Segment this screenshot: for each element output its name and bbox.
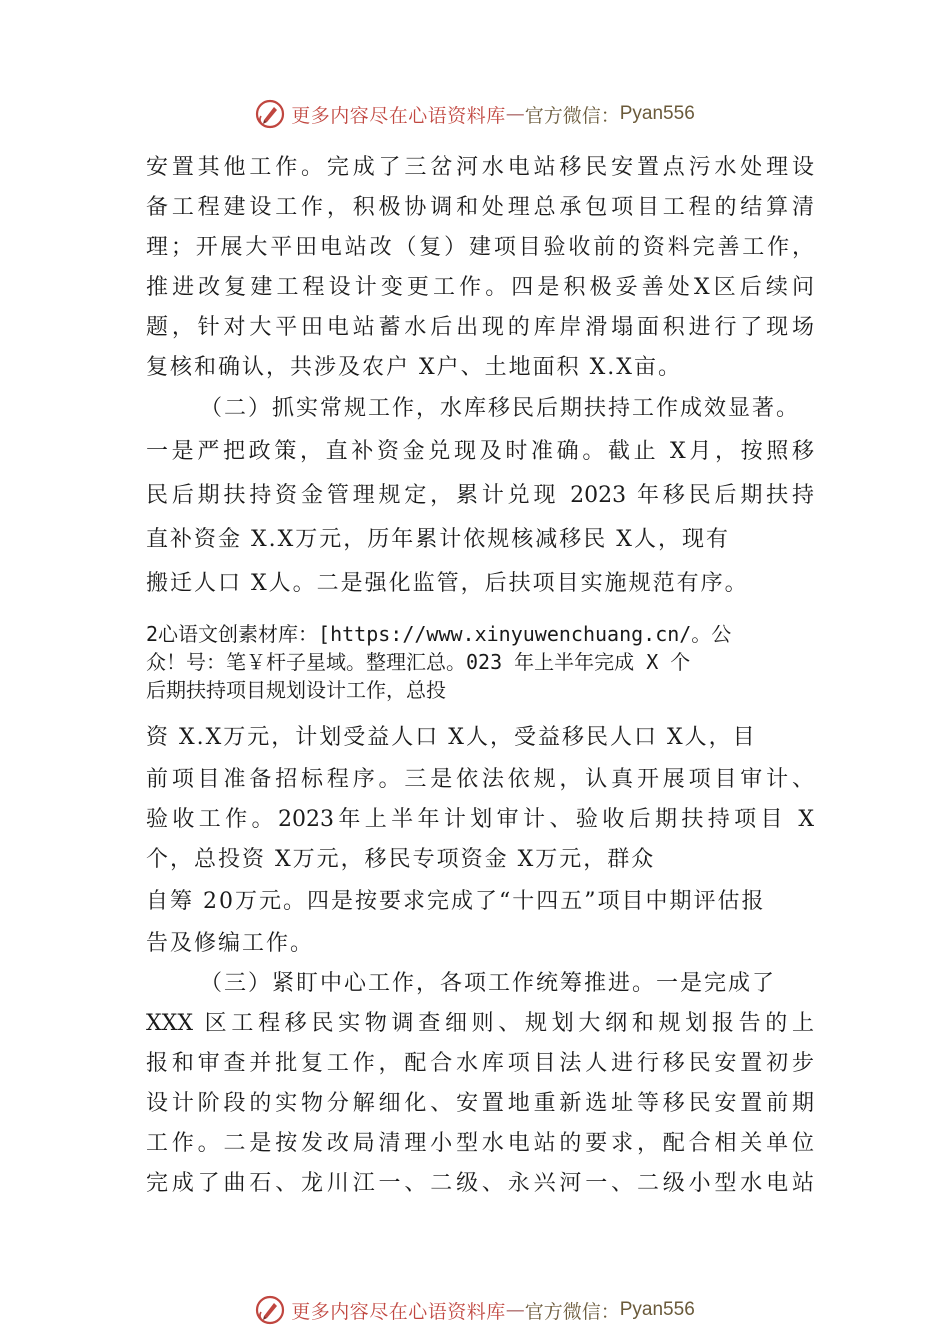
text-line: 前项目准备招标程序。三是依法依规，认真开展项目审计、 bbox=[146, 767, 814, 792]
watermark-line: 2心语文创素材库：[https://www.xinyuwenchuang.cn/。公 bbox=[146, 622, 732, 646]
text-line: 自筹 20万元。四是按要求完成了“十四五”项目中期评估报 bbox=[146, 889, 766, 914]
text-line: 个，总投资 X万元，移民专项资金 X万元，群众 bbox=[146, 847, 656, 872]
text-line: 复核和确认，共涉及农户 X户、土地面积 X.X亩。 bbox=[146, 355, 682, 380]
text-line: 备工程建设工作，积极协调和处理总承包项目工程的结算清 bbox=[146, 195, 814, 220]
footer-wechat-id: Pyan556 bbox=[619, 1299, 695, 1320]
footer-brand: 更多内容尽在心语资料库 bbox=[291, 1300, 506, 1323]
text-line: XXX 区工程移民实物调查细则、规划大纲和规划报告的上 bbox=[146, 1011, 814, 1036]
text-line: 直补资金 X.X万元，历年累计依规核减移民 X人，现有 bbox=[146, 527, 730, 552]
footer-banner bbox=[0, 1290, 950, 1330]
text-line: 完成了曲石、龙川江一、二级、永兴河一、二级小型水电站 bbox=[146, 1171, 814, 1196]
text-line: 安置其他工作。完成了三岔河水电站移民安置点污水处理设 bbox=[146, 155, 814, 180]
pen-logo-icon bbox=[255, 99, 285, 129]
text-line: 民后期扶持资金管理规定，累计兑现 2023 年移民后期扶持 bbox=[146, 483, 814, 508]
watermark-line: 众！号：笔￥杆子星域。整理汇总。023 年上半年完成 X 个 bbox=[146, 650, 691, 674]
footer-wechat-label: 官方微信： bbox=[524, 1300, 620, 1323]
text-line: 验收工作。2023年上半年计划审计、验收后期扶持项目 X bbox=[146, 807, 814, 832]
text-line: 题，针对大平田电站蓄水后出现的库岸滑塌面积进行了现场 bbox=[146, 315, 814, 340]
header-wechat-id: Pyan556 bbox=[619, 103, 695, 124]
text-line: 理；开展大平田电站改（复）建项目验收前的资料完善工作， bbox=[146, 235, 814, 260]
document-body bbox=[146, 148, 814, 1204]
text-line: 资 X.X万元，计划受益人口 X人，受益移民人口 X人，目 bbox=[146, 725, 757, 750]
pen-logo-icon bbox=[255, 1295, 285, 1325]
header-separator: — bbox=[505, 103, 525, 125]
text-line: 告及修编工作。 bbox=[146, 931, 315, 956]
text-line: 设计阶段的实物分解细化、安置地重新选址等移民安置前期 bbox=[146, 1091, 814, 1116]
text-line: 报和审查并批复工作，配合水库项目法人进行移民安置初步 bbox=[146, 1051, 814, 1076]
section-heading: （三）紧盯中心工作，各项工作统筹推进。一是完成了 bbox=[200, 971, 777, 996]
footer-separator: — bbox=[505, 1299, 525, 1321]
text-line: 搬迁人口 X人。二是强化监管，后扶项目实施规范有序。 bbox=[146, 571, 749, 596]
header-wechat-label: 官方微信： bbox=[524, 104, 620, 127]
text-line: 工作。二是按发改局清理小型水电站的要求，配合相关单位 bbox=[146, 1131, 814, 1156]
text-line: 后期扶持项目规划设计工作，总投 bbox=[146, 678, 446, 702]
section-heading: （二）抓实常规工作，水库移民后期扶持工作成效显著。 bbox=[200, 396, 801, 421]
text-line: 推进改复建工程设计变更工作。四是积极妥善处X区后续问 bbox=[146, 275, 814, 300]
header-banner bbox=[0, 94, 950, 134]
text-line: 一是严把政策，直补资金兑现及时准确。截止 X月，按照移 bbox=[146, 439, 814, 464]
header-brand: 更多内容尽在心语资料库 bbox=[291, 104, 506, 127]
